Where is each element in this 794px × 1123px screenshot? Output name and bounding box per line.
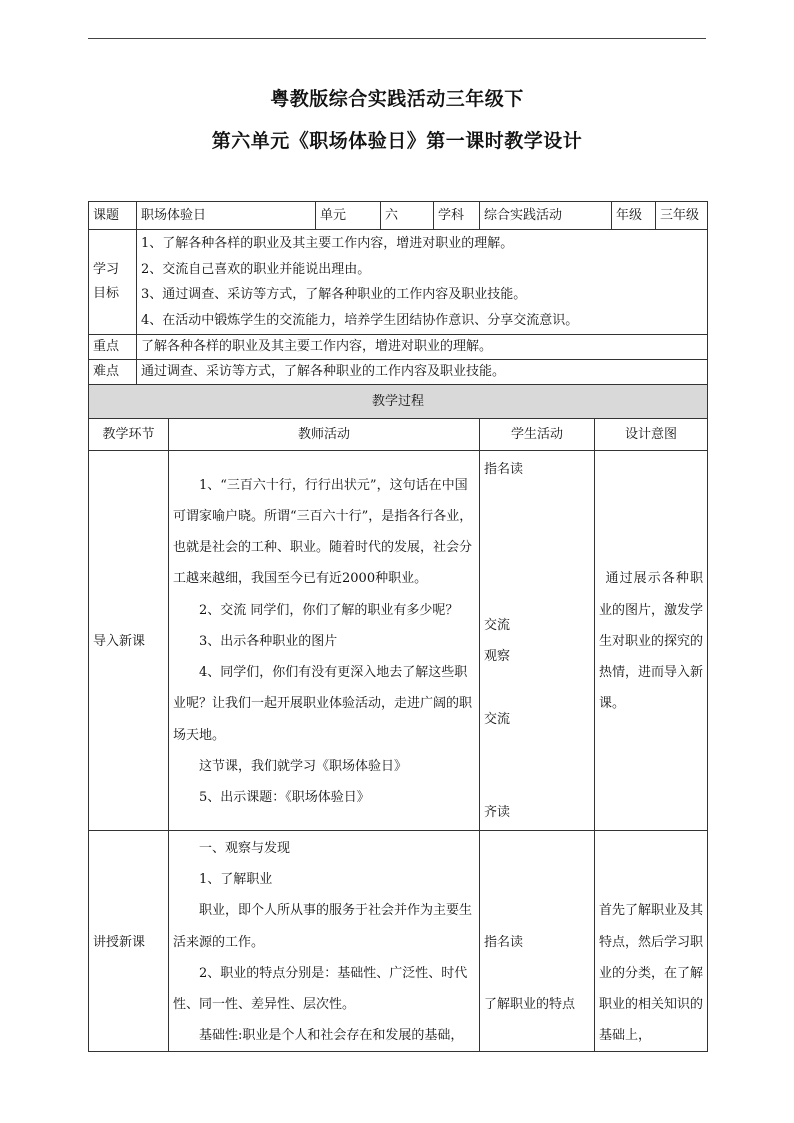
teach-teacher-p2: 1、了解职业 [199, 872, 273, 888]
intro-purpose [595, 451, 708, 831]
intro-student-s1: 指名读 [484, 462, 524, 478]
goals-label-line-1: 学习 [93, 262, 120, 277]
intro-teacher-p1: 1、“三百六十行，行行出状元”，这句话在中国可谓家喻户晓。所谓“三百六十行”，是指各行各业，也就是社会的工种、职业。随着时代的发展，社会分工越来越细，我国至今已有近2000种职业。 [173, 477, 473, 587]
subject-value: 综合实践活动 [480, 202, 612, 230]
info-row [89, 202, 708, 230]
header-stage: 教学环节 [89, 419, 169, 451]
intro-teacher-p2: 2、交流 同学们，你们了解的职业有多少呢？ [199, 602, 459, 618]
intro-stage-label: 导入新课 [93, 633, 146, 649]
teach-student [480, 831, 595, 1052]
goal-item: 2、交流自己喜欢的职业并能说出理由。 [141, 261, 371, 277]
intro-row [89, 451, 708, 831]
intro-student-s2: 交流 [484, 618, 511, 634]
teach-purpose-text: 首先了解职业及其特点，然后学习职业的分类，在了解职业的相关知识的基础上， [599, 903, 704, 1044]
intro-student-s4: 交流 [484, 711, 511, 727]
difficulty-label: 难点 [89, 360, 137, 385]
goals-label [89, 230, 137, 335]
key-point-row [89, 335, 708, 360]
teach-purpose [595, 831, 708, 1052]
intro-stage [89, 451, 169, 831]
goals-content [137, 230, 708, 335]
header-student: 学生活动 [480, 419, 595, 451]
teach-teacher [169, 831, 480, 1052]
intro-purpose-text: 通过展示各种职业的图片，激发学生对职业的探究的热情，进而导入新课。 [599, 571, 704, 712]
header-rule [88, 38, 706, 39]
teach-teacher-p1: 一、观察与发现 [199, 841, 291, 856]
goal-item: 1、了解各种各样的职业及其主要工作内容，增进对职业的理解。 [141, 236, 514, 251]
goals-row [89, 230, 708, 335]
teach-row [89, 831, 708, 1052]
goals-label-line-2: 目标 [93, 286, 120, 301]
teach-stage-label: 讲授新课 [93, 934, 146, 950]
intro-teacher-p5: 这节课，我们就学习《职场体验日》 [199, 758, 408, 774]
process-header-row [89, 419, 708, 451]
unit-value: 六 [381, 202, 434, 230]
intro-teacher-p6: 5、出示课题：《职场体验日》 [199, 789, 370, 805]
goal-item: 4、在活动中锻炼学生的交流能力，培养学生团结协作意识、分享交流意识。 [141, 312, 579, 328]
process-title-row [89, 385, 708, 419]
unit-label: 单元 [316, 202, 381, 230]
teach-teacher-p4: 2、职业的特点分别是：基础性、广泛性、时代性、同一性、差异性、层次性。 [173, 965, 468, 1013]
grade-label: 年级 [612, 202, 656, 230]
teach-teacher-p3: 职业，即个人所从事的服务于社会并作为主要生活来源的工作。 [173, 903, 473, 950]
difficulty-row [89, 360, 708, 385]
header-purpose: 设计意图 [595, 419, 708, 451]
header-teacher: 教师活动 [169, 419, 480, 451]
grade-value: 三年级 [656, 202, 708, 230]
document-subtitle: 第六单元《职场体验日》第一课时教学设计 [211, 130, 583, 152]
intro-student-s5: 齐读 [484, 805, 511, 821]
lesson-plan-table [88, 201, 708, 1052]
subject-label: 学科 [434, 202, 480, 230]
intro-student [480, 451, 595, 831]
teach-teacher-p5: 基础性:职业是个人和社会存在和发展的基础， [199, 1028, 464, 1044]
intro-student-s3: 观察 [484, 649, 511, 665]
document-title: 粤教版综合实践活动三年级下 [270, 88, 524, 110]
topic-label: 课题 [89, 202, 137, 230]
intro-teacher [169, 451, 480, 831]
goal-item: 3、通过调查、采访等方式，了解各种职业的工作内容及职业技能。 [141, 287, 527, 302]
process-title: 教学过程 [89, 385, 708, 419]
intro-teacher-p4: 4、同学们，你们有没有更深入地去了解这些职业呢？让我们一起开展职业体验活动，走进广阔的职场天地。 [173, 665, 473, 743]
difficulty-text: 通过调查、采访等方式，了解各种职业的工作内容及职业技能。 [137, 360, 708, 385]
key-point-label: 重点 [89, 335, 137, 360]
teach-student-s2: 了解职业的特点 [484, 996, 576, 1012]
teach-stage [89, 831, 169, 1052]
intro-teacher-p3: 3、出示各种职业的图片 [199, 633, 338, 649]
key-point-text: 了解各种各样的职业及其主要工作内容，增进对职业的理解。 [137, 335, 708, 360]
topic-value: 职场体验日 [137, 202, 316, 230]
teach-student-s1: 指名读 [484, 934, 524, 950]
